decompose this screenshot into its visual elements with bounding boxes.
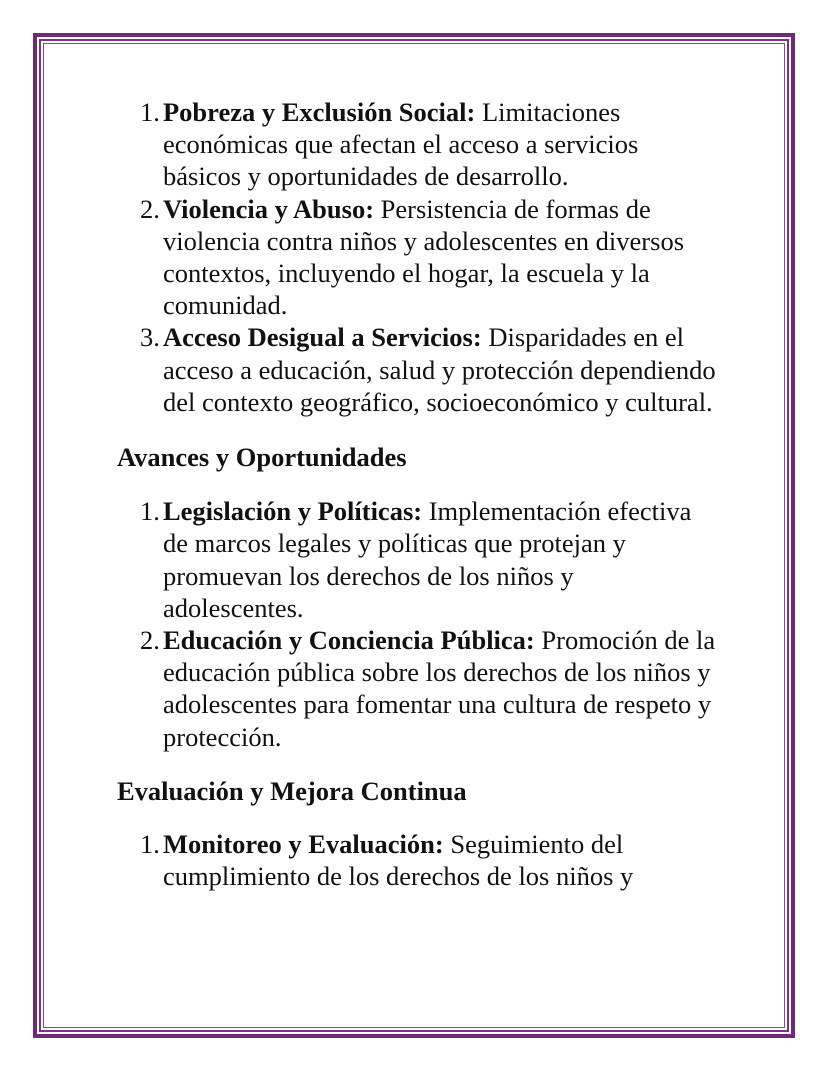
item-number: 1. <box>140 496 160 527</box>
list-item <box>117 495 717 624</box>
item-number: 1. <box>140 829 160 860</box>
item-title: Acceso Desigual a Servicios: <box>163 322 482 353</box>
section-heading: Evaluación y Mejora Continua <box>117 775 467 806</box>
item-title: Educación y Conciencia Pública: <box>163 625 535 656</box>
item-title: Legislación y Políticas: <box>163 496 423 527</box>
item-text: Implementación efectiva de marcos legales y políticas que protejan y promuevan los derechos de los niños y adolescentes. <box>163 496 692 623</box>
item-number: 2. <box>140 625 160 656</box>
list-item <box>117 828 717 892</box>
evaluacion-list <box>117 828 717 892</box>
list-item <box>117 193 717 322</box>
item-number: 3. <box>140 322 160 353</box>
item-number: 2. <box>140 193 160 224</box>
item-text: Promoción de la educación pública sobre los derechos de los niños y adolescentes para fomentar una cultura de respeto y protección. <box>163 625 716 752</box>
document-body <box>117 96 717 892</box>
item-text: Limitaciones económicas que afectan el acceso a servicios básicos y oportunidades de desarrollo. <box>163 97 639 192</box>
avances-list <box>117 495 717 753</box>
item-title: Monitoreo y Evaluación: <box>163 829 444 860</box>
item-number: 1. <box>140 97 160 127</box>
section-heading: Avances y Oportunidades <box>117 442 407 473</box>
item-text: Seguimiento del cumplimiento de los derechos de los niños y <box>163 829 634 892</box>
item-text: Persistencia de formas de violencia contra niños y adolescentes en diversos contextos, incluyendo el hogar, la escuela y la comunidad. <box>163 193 685 321</box>
challenges-list <box>117 96 717 418</box>
item-text: Disparidades en el acceso a educación, salud y protección dependiendo del contexto geográfico, socioeconómico y cultural. <box>163 322 716 417</box>
list-item <box>117 96 717 193</box>
item-title: Violencia y Abuso: <box>163 193 375 224</box>
item-title: Pobreza y Exclusión Social: <box>163 97 476 127</box>
list-item <box>117 624 717 753</box>
list-item <box>117 321 717 418</box>
